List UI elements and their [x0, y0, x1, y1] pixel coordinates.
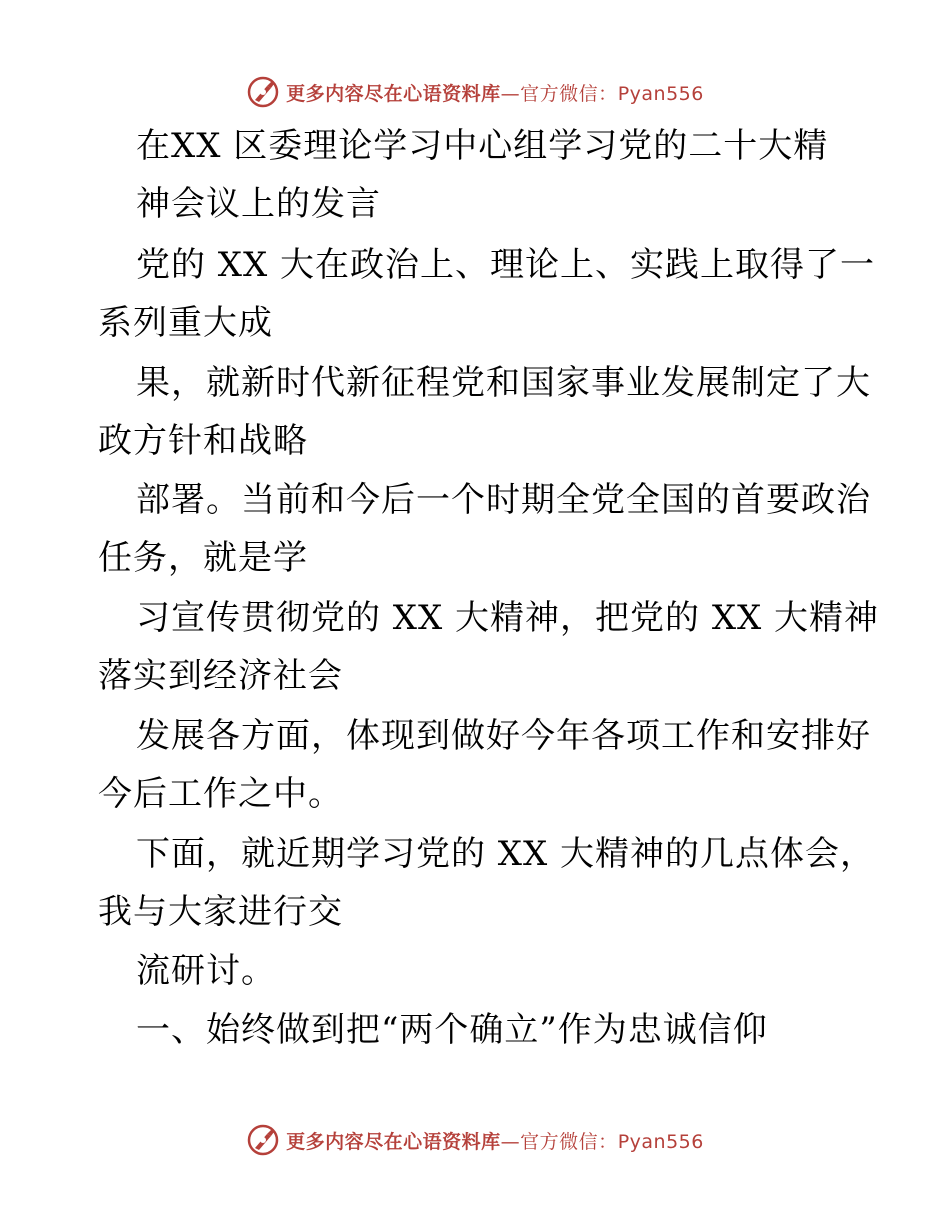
watermark-id: Pyan556 — [617, 82, 704, 105]
footer-watermark — [0, 1120, 950, 1160]
doc-line: 我与大家进行交 — [98, 892, 343, 932]
doc-line: 神会议上的发言 — [136, 184, 381, 224]
doc-line: 一、始终做到把“两个确立”作为忠诚信仰 — [136, 1010, 768, 1050]
watermark-wechat: 官方微信： — [520, 82, 618, 105]
watermark-sep: — — [500, 1130, 521, 1153]
doc-line: 今后工作之中。 — [98, 774, 343, 814]
doc-line: 任务，就是学 — [98, 538, 308, 578]
watermark-id: Pyan556 — [617, 1130, 704, 1153]
watermark-text — [286, 1127, 704, 1154]
doc-line: 发展各方面，体现到做好今年各项工作和安排好 — [136, 716, 871, 756]
doc-line: 政方针和战略 — [98, 421, 308, 461]
doc-line: 落实到经济社会 — [98, 656, 343, 696]
doc-line: 党的 XX 大在政治上、理论上、实践上取得了一 — [136, 245, 876, 285]
watermark-main: 更多内容尽在心语资料库 — [286, 82, 501, 105]
doc-line: 在XX 区委理论学习中心组学习党的二十大精 — [136, 126, 829, 166]
watermark-wechat: 官方微信： — [520, 1130, 618, 1153]
doc-line: 流研讨。 — [136, 951, 276, 991]
doc-line: 下面，就近期学习党的 XX 大精神的几点体会， — [136, 834, 876, 874]
watermark-main: 更多内容尽在心语资料库 — [286, 1130, 501, 1153]
doc-line: 系列重大成 — [98, 303, 273, 343]
pen-logo-icon — [246, 1123, 280, 1157]
watermark-sep: — — [500, 82, 521, 105]
doc-line: 果，就新时代新征程党和国家事业发展制定了大 — [136, 363, 871, 403]
doc-line: 部署。当前和今后一个时期全党全国的首要政治 — [136, 480, 871, 520]
doc-line: 习宣传贯彻党的 XX 大精神，把党的 XX 大精神 — [136, 598, 880, 638]
